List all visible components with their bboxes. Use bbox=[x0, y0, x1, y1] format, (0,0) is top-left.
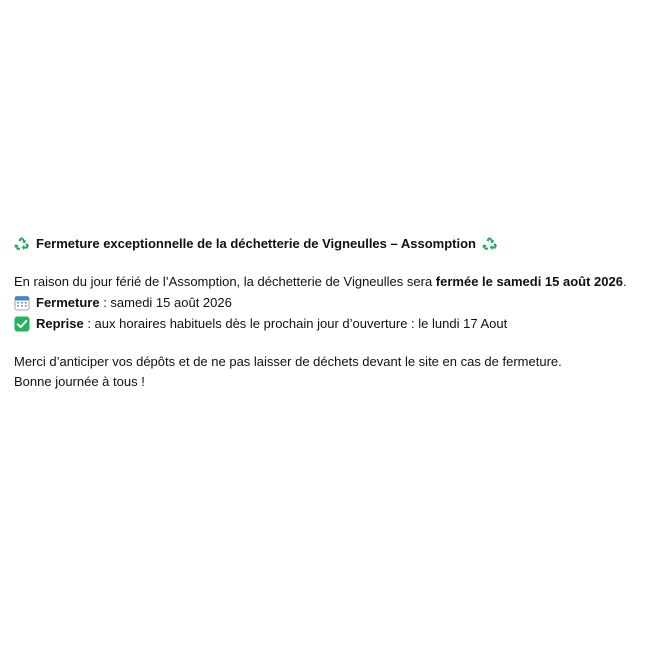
recycle-icon bbox=[482, 236, 498, 252]
announcement-title-line bbox=[14, 234, 654, 254]
calendar-icon bbox=[14, 295, 30, 311]
closure-highlight: fermée le samedi 15 août 2026 bbox=[435, 274, 623, 289]
closing-line bbox=[14, 372, 654, 392]
intro-suffix: . bbox=[622, 274, 627, 289]
closure-value: : samedi 15 août 2026 bbox=[99, 295, 232, 310]
recycle-icon bbox=[14, 236, 30, 252]
intro-paragraph bbox=[14, 272, 654, 292]
announcement-title: Fermeture exceptionnelle de la déchetterie de Vigneulles – Assomption bbox=[36, 236, 476, 251]
reopening-label: Reprise bbox=[36, 316, 84, 331]
note-text: Merci d’anticiper vos dépôts et de ne pas laisser de déchets devant le site en cas de fermeture. bbox=[14, 354, 562, 369]
note-paragraph bbox=[14, 352, 654, 372]
check-mark-icon bbox=[14, 316, 30, 332]
reopening-value: : aux horaires habituels dès le prochain jour d’ouverture : le lundi 17 Aout bbox=[83, 316, 508, 331]
closure-line bbox=[14, 293, 654, 313]
announcement-document bbox=[14, 234, 654, 392]
closing-text: Bonne journée à tous ! bbox=[14, 374, 145, 389]
intro-text: En raison du jour férié de l’Assomption, la déchetterie de Vigneulles sera bbox=[14, 274, 436, 289]
reopening-line bbox=[14, 314, 654, 334]
closure-label: Fermeture bbox=[36, 295, 100, 310]
